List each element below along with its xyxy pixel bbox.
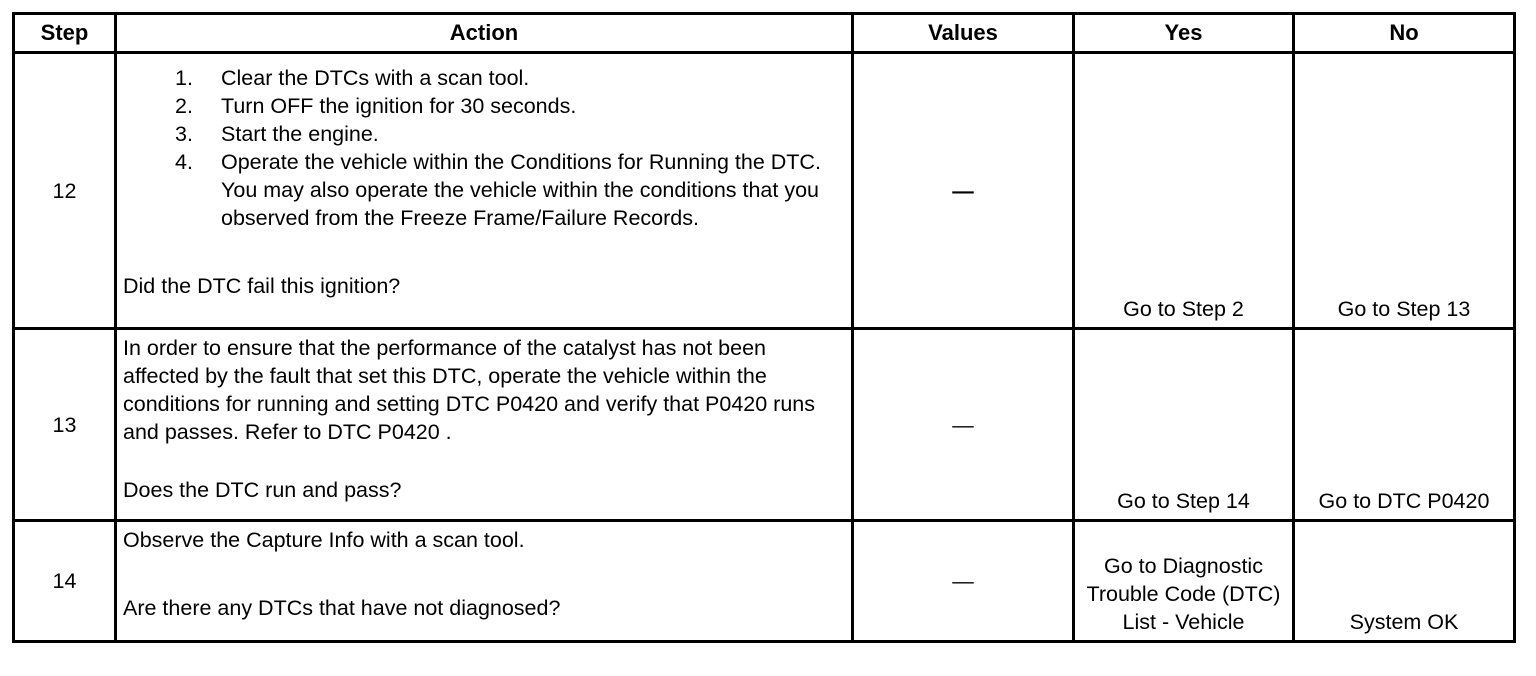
value-cell: — [853, 53, 1074, 329]
action-step: Clear the DTCs with a scan tool. [221, 66, 530, 90]
yes-cell: Go to Step 14 [1074, 329, 1294, 521]
yes-cell: Go to Diagnostic Trouble Code (DTC) List - Vehicle [1074, 521, 1294, 642]
value-cell: — [853, 329, 1074, 521]
action-step: Turn OFF the ignition for 30 seconds. [221, 94, 577, 118]
step-number: 14 [14, 521, 116, 642]
action-cell [116, 521, 853, 642]
action-step: Operate the vehicle within the Conditions for Running the DTC. You may also operate the vehicle within the conditions that you observed from the Freeze Frame/Failure Records. [221, 150, 821, 230]
action-text: In order to ensure that the performance of the catalyst has not been affected by the fault that set this DTC, operate the vehicle within the conditions for running and setting DTC P0420 and verify that P0420 runs and passes. Refer to DTC P0420 . [123, 336, 815, 444]
header-yes: Yes [1074, 14, 1294, 53]
action-question: Does the DTC run and pass? [123, 478, 402, 502]
value-cell: — [853, 521, 1074, 642]
table-row [14, 53, 1515, 329]
no-cell: System OK [1294, 521, 1515, 642]
action-steps-list [123, 64, 845, 232]
step-number: 12 [14, 53, 116, 329]
no-cell: Go to DTC P0420 [1294, 329, 1515, 521]
action-cell [116, 53, 853, 329]
header-values: Values [853, 14, 1074, 53]
header-step: Step [14, 14, 116, 53]
action-step: Start the engine. [221, 122, 379, 146]
action-text: Observe the Capture Info with a scan tool. [123, 528, 525, 552]
yes-cell: Go to Step 2 [1074, 53, 1294, 329]
header-row [14, 14, 1515, 53]
no-cell: Go to Step 13 [1294, 53, 1515, 329]
action-question: Are there any DTCs that have not diagnosed? [123, 596, 561, 620]
header-action: Action [116, 14, 853, 53]
header-no: No [1294, 14, 1515, 53]
action-question: Did the DTC fail this ignition? [123, 274, 401, 298]
table-row [14, 521, 1515, 642]
diagnostic-table [12, 12, 1516, 643]
step-number: 13 [14, 329, 116, 521]
table-row [14, 329, 1515, 521]
action-cell [116, 329, 853, 521]
